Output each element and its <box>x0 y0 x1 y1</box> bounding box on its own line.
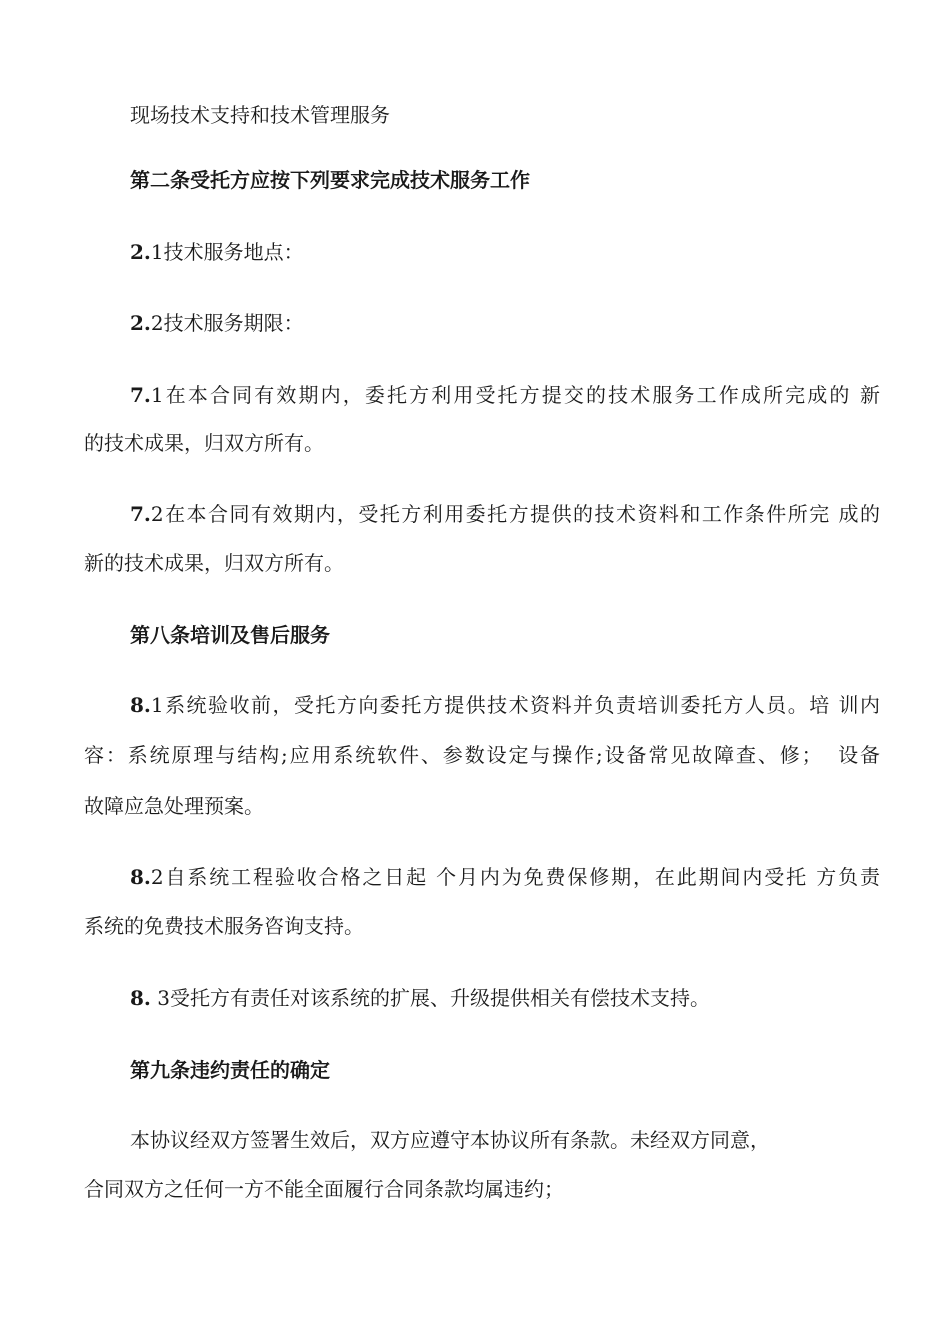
text-line: 故障应急处理预案。 <box>84 794 264 818</box>
text-line: 的技术成果，归双方所有。 <box>84 431 324 455</box>
section-heading: 第八条培训及售后服务 <box>130 623 330 647</box>
clause-number: 7. <box>130 502 151 526</box>
clause-2-2 <box>130 311 304 335</box>
clause-text: 2技术服务期限： <box>150 311 304 335</box>
clause-number: 8. <box>130 865 151 889</box>
text-line: 现场技术支持和技术管理服务 <box>130 103 390 127</box>
clause-8-1 <box>130 693 880 717</box>
clause-number: 2. <box>130 311 151 335</box>
clause-text: 3受托方有责任对该系统的扩展、升级提供相关有偿技术支持。 <box>150 986 710 1010</box>
clause-7-2 <box>130 502 880 526</box>
clause-7-1 <box>130 383 880 407</box>
clause-number: 8. <box>130 693 151 717</box>
clause-8-3 <box>130 986 710 1010</box>
clause-text: 2在本合同有效期内，受托方利用委托方提供的技术资料和工作条件所完 成的 <box>150 502 880 526</box>
section-heading: 第二条受托方应按下列要求完成技术服务工作 <box>130 168 530 192</box>
clause-text: 2自系统工程验收合格之日起 个月内为免费保修期，在此期间内受托 方负责 <box>150 865 880 889</box>
clause-2-1 <box>130 240 304 264</box>
clause-number: 8. <box>130 986 151 1010</box>
text-line: 本协议经双方签署生效后，双方应遵守本协议所有条款。未经双方同意， <box>130 1128 770 1152</box>
clause-text: 1系统验收前，受托方向委托方提供技术资料并负责培训委托方人员。培 训内 <box>150 693 880 717</box>
clause-8-2 <box>130 865 880 889</box>
section-heading: 第九条违约责任的确定 <box>130 1058 330 1082</box>
clause-text: 1在本合同有效期内，委托方利用受托方提交的技术服务工作成所完成的 新 <box>150 383 880 407</box>
text-line: 合同双方之任何一方不能全面履行合同条款均属违约； <box>84 1177 564 1201</box>
text-line: 新的技术成果，归双方所有。 <box>84 551 344 575</box>
text-line: 系统的免费技术服务咨询支持。 <box>84 914 364 938</box>
clause-number: 7. <box>130 383 151 407</box>
clause-number: 2. <box>130 240 151 264</box>
text-line: 容：系统原理与结构;应用系统软件、参数设定与操作;设备常见故障查、修； 设备 <box>84 743 880 767</box>
clause-text: 1技术服务地点： <box>150 240 304 264</box>
